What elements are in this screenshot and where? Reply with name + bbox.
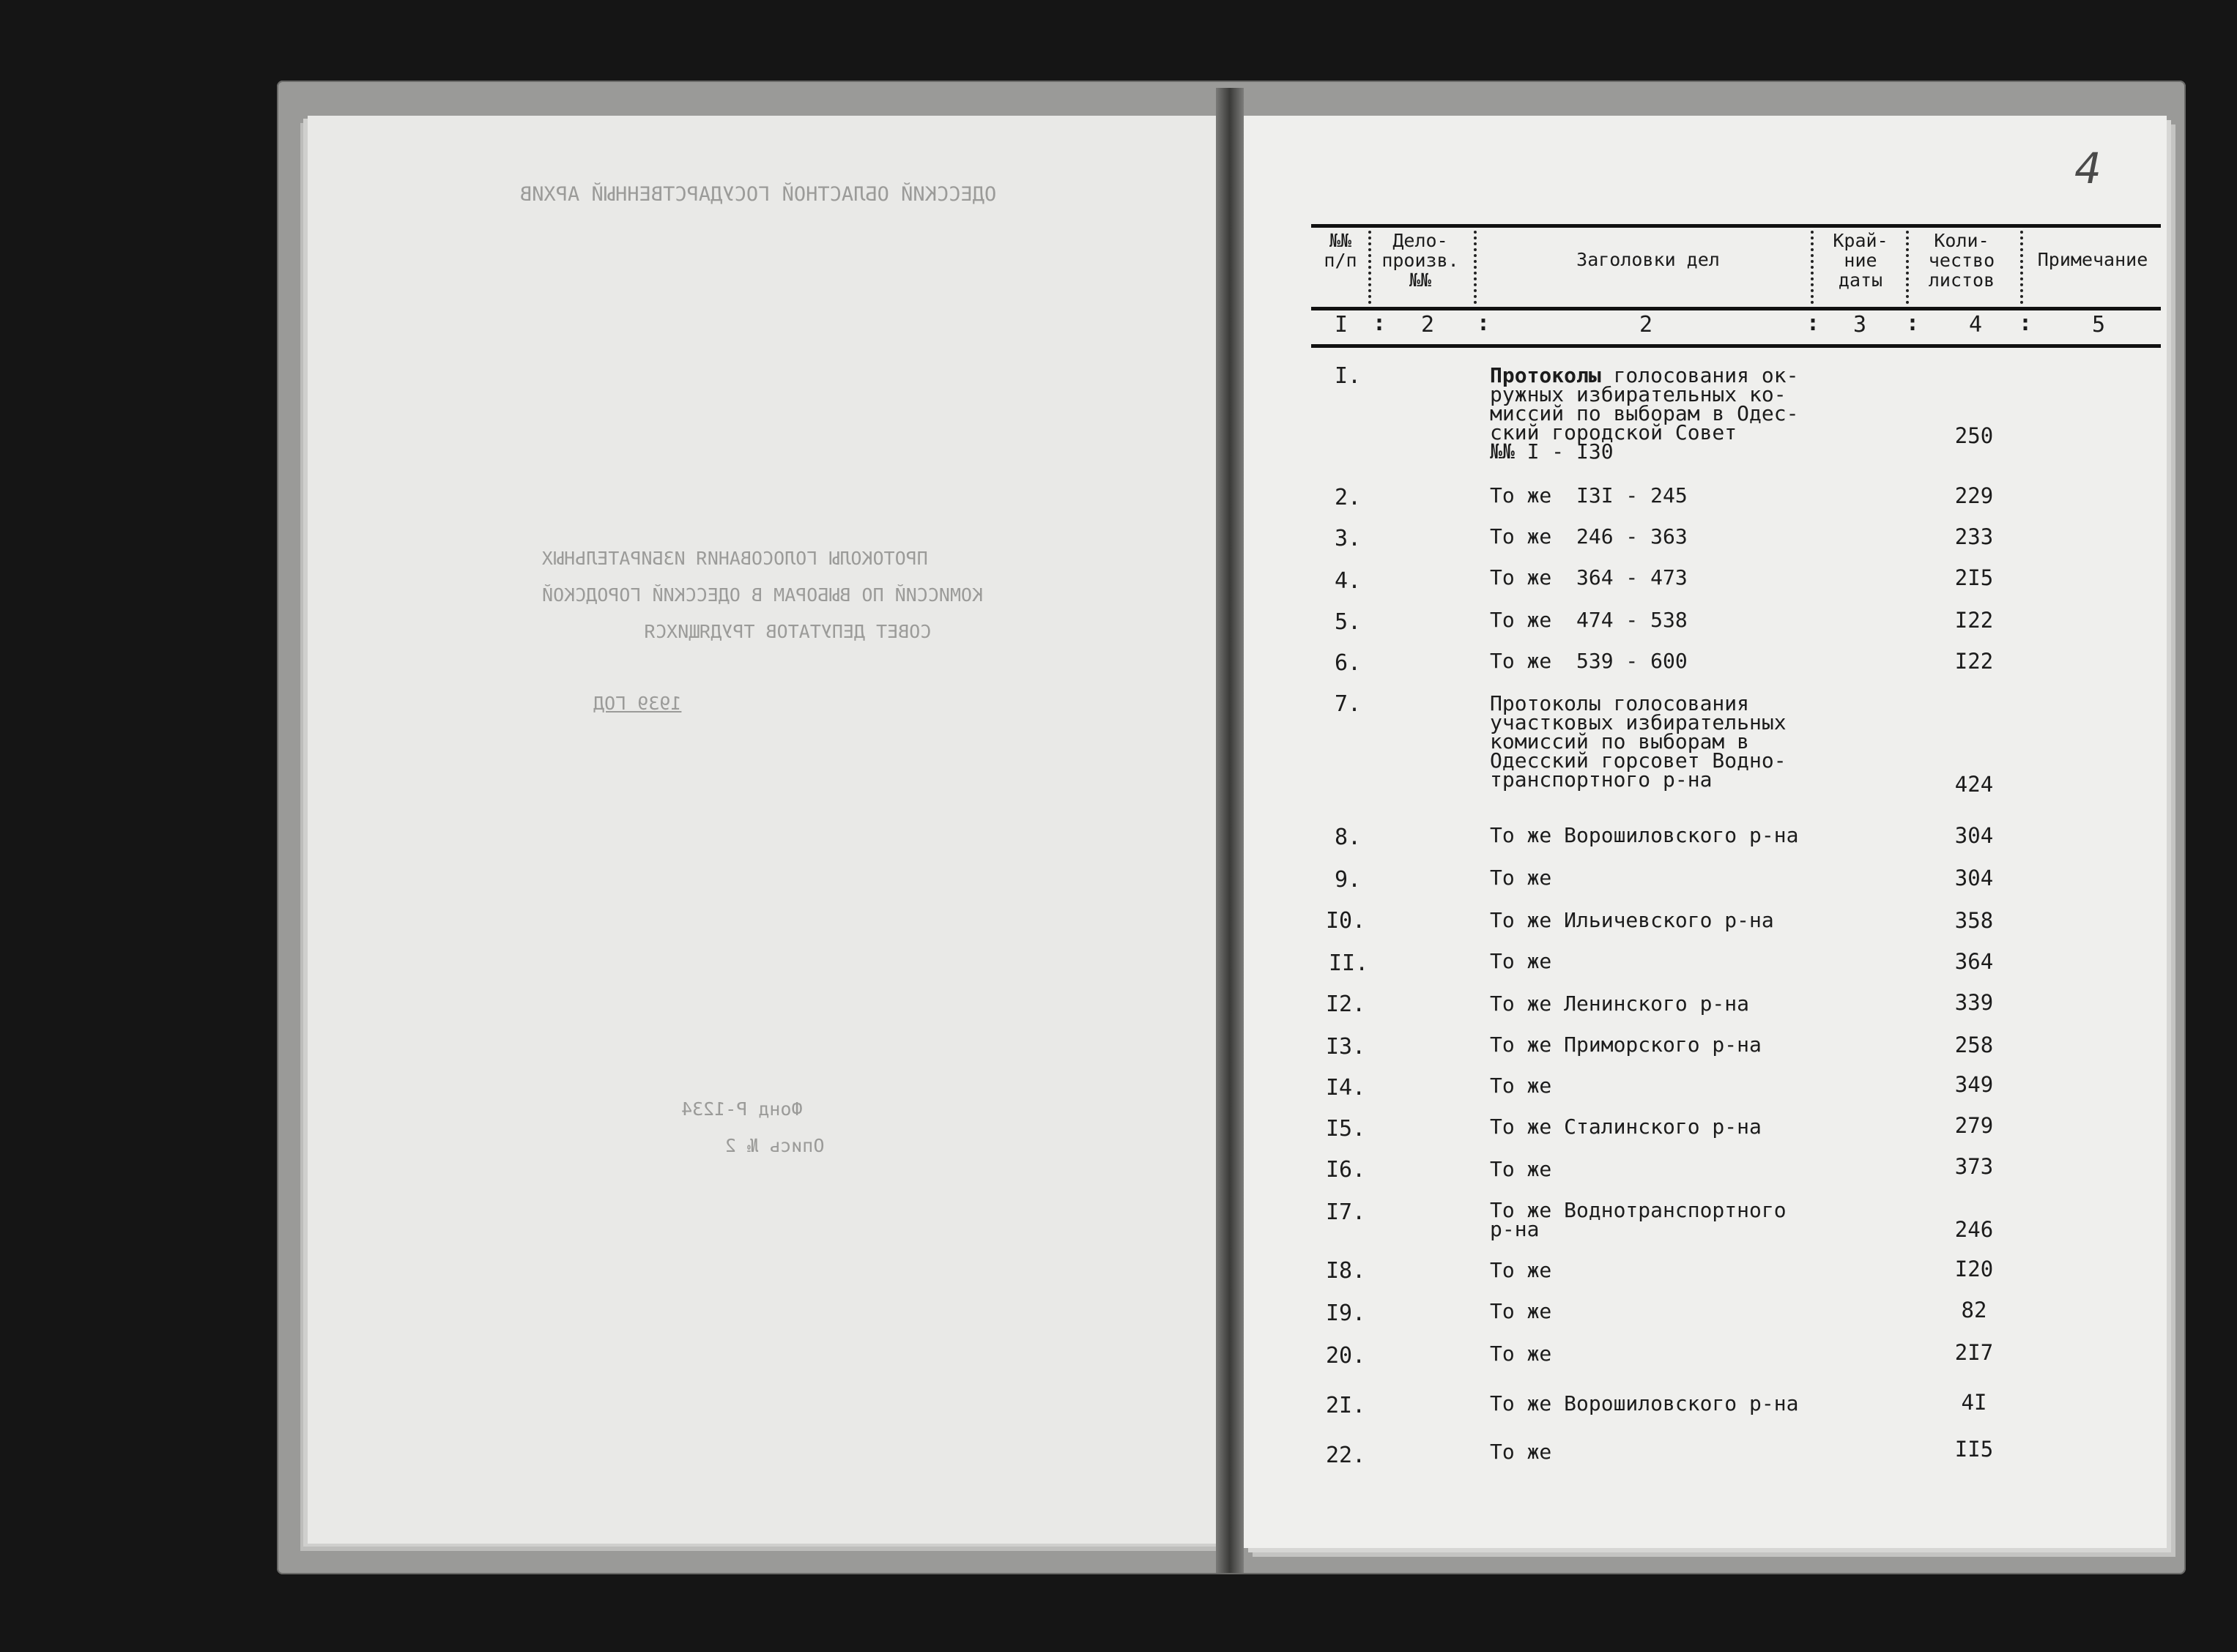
mirrored-line: ПРОТОКОЛЫ ГОЛОСОВАНИЯ ИЗБИРАТЕЛЬНЫХ: [542, 548, 928, 569]
book-spine: [1216, 88, 1244, 1573]
row-title: Протоколы голосования ок- ружных избирательных ко- миссий по выборам в Одес- ский городской Совет №№ I - I30: [1490, 363, 1799, 464]
column-number: I: [1335, 312, 1348, 338]
mirrored-footer: Опись № 2: [725, 1135, 825, 1156]
row-number: 3.: [1335, 526, 1362, 551]
column-number: 5: [2092, 312, 2106, 338]
row-sheets: 364: [1954, 949, 1994, 974]
header-sheets: Коли- чество листов: [1928, 230, 1995, 291]
row-title: То же: [1490, 1440, 1552, 1464]
row-sheets: 2I5: [1954, 565, 1994, 590]
left-page: [308, 116, 1229, 1544]
row-number: I2.: [1326, 991, 1366, 1017]
row-number: II.: [1329, 950, 1369, 976]
row-title: То же Ильичевского р-на: [1490, 908, 1774, 932]
mirrored-line: СОВЕТ ДЕПУТАТОВ ТРУДЯЩИХСЯ: [645, 621, 932, 642]
row-number: 2I.: [1326, 1393, 1366, 1418]
row-title: То же: [1490, 1299, 1552, 1323]
row-number: 5.: [1335, 609, 1362, 635]
column-number: 3: [1853, 312, 1867, 338]
header-title: Заголовки дел: [1576, 249, 1720, 270]
row-title: То же: [1490, 1342, 1552, 1366]
row-sheets: I22: [1954, 608, 1994, 633]
row-sheets: 279: [1954, 1113, 1994, 1138]
row-sheets: 304: [1954, 866, 1994, 890]
separator: :: [1906, 310, 1920, 336]
row-sheets: 349: [1954, 1072, 1994, 1097]
row-title: То же Сталинского р-на: [1490, 1115, 1762, 1139]
row-sheets: 373: [1954, 1154, 1994, 1179]
row-number: I9.: [1326, 1301, 1366, 1326]
row-number: 8.: [1335, 825, 1362, 850]
row-title: То же 246 - 363: [1490, 524, 1688, 548]
row-title: То же 474 - 538: [1490, 608, 1688, 632]
row-title: То же Ворошиловского р-на: [1490, 823, 1799, 847]
row-number: 20.: [1326, 1343, 1366, 1369]
column-divider: [1811, 231, 1814, 304]
row-sheets: 82: [1961, 1298, 1987, 1322]
row-number: 7.: [1335, 691, 1362, 717]
header-number: №№ п/п: [1324, 230, 1357, 271]
column-divider: [1906, 231, 1909, 304]
row-title: Протоколы голосования участковых избирательных комиссий по выборам в Одесский горсовет Водно- транспортного р-на: [1490, 691, 1787, 792]
column-divider: [1474, 231, 1477, 304]
row-sheets: 233: [1954, 524, 1994, 549]
row-number: I5.: [1326, 1116, 1366, 1142]
row-number: I4.: [1326, 1075, 1366, 1101]
row-title: То же: [1490, 1157, 1552, 1181]
column-divider: [2020, 231, 2023, 304]
row-sheets: 339: [1954, 990, 1994, 1015]
row-number: 4.: [1335, 568, 1362, 594]
row-number: I0.: [1326, 908, 1366, 934]
row-sheets: II5: [1954, 1437, 1994, 1462]
row-title: То же: [1490, 1258, 1552, 1282]
row-sheets: 358: [1954, 908, 1994, 933]
column-number-row: [1311, 308, 2161, 348]
row-number: I7.: [1326, 1199, 1366, 1225]
row-number: 2.: [1335, 485, 1362, 510]
row-title-bold-word: Протоколы: [1490, 363, 1601, 387]
table-header: [1311, 224, 2161, 310]
row-title: То же: [1490, 1074, 1552, 1098]
mirrored-archive-title: ОДЕССКИЙ ОБЛАСТНОЙ ГОСУДАРСТВЕННЫЙ АРХИВ: [520, 183, 997, 206]
row-sheets: 250: [1954, 423, 1994, 448]
row-number: I8.: [1326, 1258, 1366, 1284]
separator: :: [1806, 310, 1820, 336]
row-sheets: 258: [1954, 1032, 1994, 1057]
mirrored-footer: Фонд Р-1234: [681, 1098, 803, 1120]
row-sheets: I20: [1954, 1257, 1994, 1281]
header-case: Дело- произв. №№: [1381, 230, 1459, 291]
row-title: То же Ворошиловского р-на: [1490, 1391, 1799, 1415]
header-note: Примечание: [2037, 249, 2148, 270]
row-sheets: 246: [1954, 1217, 1994, 1242]
row-title: То же: [1490, 949, 1552, 973]
mirrored-line: КОМИССИЙ ПО ВЫБОРАМ В ОДЕССКИЙ ГОРОДСКОЙ: [542, 584, 984, 606]
column-number: 4: [1969, 312, 1983, 338]
row-title: То же 364 - 473: [1490, 565, 1688, 589]
row-sheets: 229: [1954, 483, 1994, 508]
row-title: То же: [1490, 866, 1552, 890]
column-number: 2: [1421, 312, 1435, 338]
separator: :: [2019, 310, 2033, 336]
row-number: I.: [1335, 363, 1362, 389]
mirrored-line: 1939 ГОД: [593, 693, 682, 714]
row-sheets: 304: [1954, 823, 1994, 848]
separator: :: [1373, 310, 1387, 336]
row-sheets: 2I7: [1954, 1340, 1994, 1365]
row-title: То же Приморского р-на: [1490, 1032, 1762, 1057]
column-divider: [1368, 231, 1371, 304]
header-dates: Край- ние даты: [1833, 230, 1888, 291]
column-number: 2: [1639, 312, 1653, 338]
row-number: 6.: [1335, 650, 1362, 676]
row-number: 9.: [1335, 867, 1362, 893]
row-number: I6.: [1326, 1157, 1366, 1183]
row-title: То же Воднотранспортного р-на: [1490, 1198, 1787, 1241]
row-title: То же I3I - 245: [1490, 483, 1688, 507]
row-number: 22.: [1326, 1443, 1366, 1468]
row-number: I3.: [1326, 1034, 1366, 1060]
row-sheets: 424: [1954, 772, 1994, 797]
row-sheets: 4I: [1961, 1390, 1987, 1415]
row-title: То же 539 - 600: [1490, 649, 1688, 673]
row-title: То же Ленинского р-на: [1490, 991, 1750, 1016]
row-sheets: I22: [1954, 649, 1994, 674]
page-number: 4: [2074, 144, 2101, 193]
separator: :: [1477, 310, 1491, 336]
